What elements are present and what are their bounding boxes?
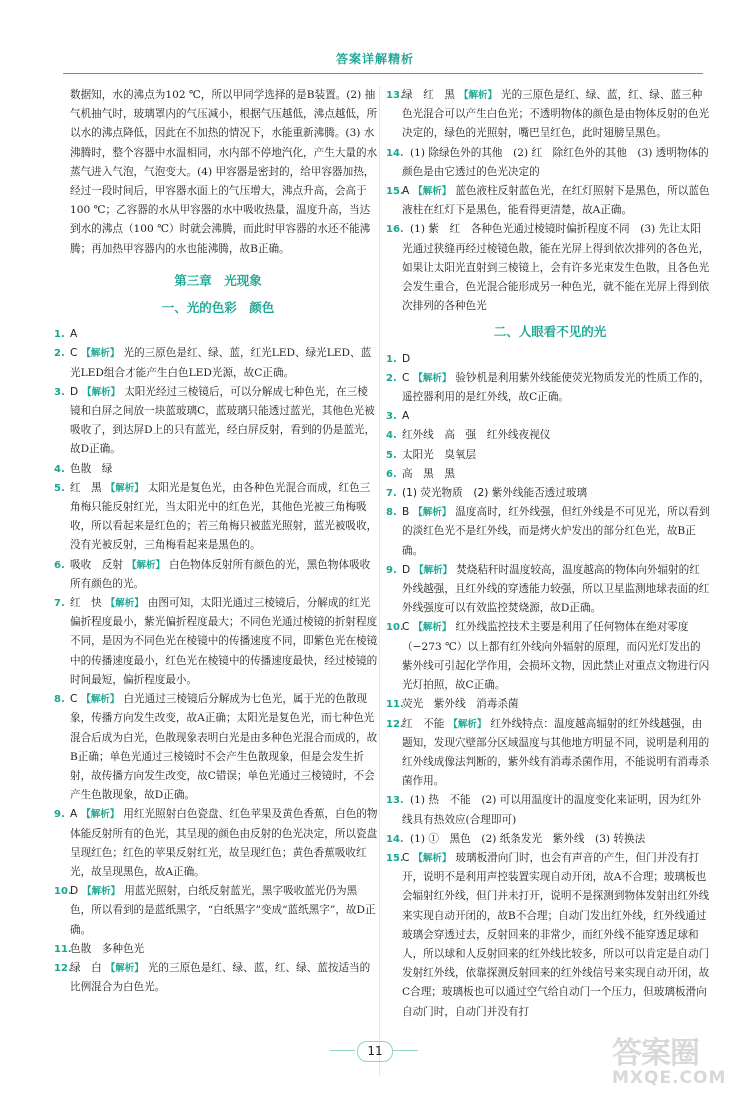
analysis-tag: 【解析】 [458,90,497,101]
answer-item [386,830,710,849]
page-header-title: 答案详解精析 [335,52,414,66]
analysis-tag: 【解析】 [126,559,165,571]
answer-item [54,383,378,460]
column-divider [379,86,380,1076]
answer-item [386,144,710,182]
answer-item [54,882,378,940]
item-number: 8. [386,507,397,519]
item-answer: D [402,563,411,576]
item-explanation: 验钞机是利用紫外线能使荧光物质发光的性质工作的，遥控器利用的是红外线，故C正确。 [402,371,710,404]
answer-item [386,465,710,484]
item-answer: D [70,385,79,398]
item-number: 12. [54,962,72,974]
analysis-tag: 【解析】 [105,482,144,494]
analysis-tag: 【解析】 [81,809,120,821]
item-explanation: 温度高时，红外线强，但红外线是不可见光，所以看到的淡红色光不是红外线，而是烤火炉发出的部分红色光，故B正确。 [402,506,710,557]
item-answer: D [402,352,411,365]
answer-item [386,484,710,503]
item-number: 13. [386,795,404,807]
continued-answer: 数据知，水的沸点为102 ℃，所以甲同学选择的是B装置。(2) 抽气机抽气时，玻璃罩内的气压减小，根据气压越低，沸点越低，所以水的沸点降低，因此在不加热的情况下，水能重新沸腾。(3) 水沸腾时，整个容器中水温相同，水内部不停地汽化，产生大量的水蒸气进入气泡，气泡变大。(4) 甲容器是密封的，给甲容器加热，经过一段时间后，甲容器水面上的气压增大，沸点升高，会高于100 ℃；乙容器的水从甲容器的水中吸收热量，温度升高，当达到水的沸点（100 ℃）时就会沸腾，而此时甲容器的水还不能沸腾；再加热甲容器内的水也能沸腾，故B正确。 [70,89,378,255]
item-number: 9. [54,809,65,821]
item-explanation: (1) ① 黑色 (2) 纸条发光 紫外线 (3) 转换法 [410,832,646,845]
item-explanation: 红外线特点：温度越高辐射的红外线越强，由题知，发现穴壁部分区域温度与其他地方明显不同，说明是利用的红外线成像法判断的，紫外线有消毒杀菌作用，不能说明有消毒杀菌作用。 [402,717,710,788]
item-explanation: 光的三原色是红、绿、蓝，红、绿、蓝三种色光混合可以产生白色光；不透明物体的颜色是由物体反射的色光决定的，绿色的光照射，嘴巴呈红色，此时翅膀呈黑色。 [402,89,710,140]
chapter-title: 第三章 光现象 [174,272,262,288]
item-explanation: 光的三原色是红、绿、蓝，红、绿、蓝按适当的比例混合为白色光。 [70,961,371,994]
item-explanation: 白光通过三棱镜后分解成为七色光，属于光的色散现象，传播方向发生改变，故A正确；太阳光是复色光，而七种色光混合后成为白光，色散现象表明白光是由多种色光混合而成的，故B正确；单色光通过三棱镜时不会产生色散现象，但是会发生折射，故传播方向发生改变，故C错误；单色光通过三棱镜时，不会产生色散现象，故D正确。 [70,693,378,802]
answer-item [54,805,378,882]
item-answer: A [70,808,78,821]
answer-item [54,556,378,594]
item-answer: 色散 多种色光 [70,942,145,955]
item-answer: C [70,693,78,706]
item-number: 9. [386,564,397,576]
item-answer: 红 快 [70,597,102,610]
item-number: 7. [386,488,397,500]
answer-item [386,715,710,792]
answer-item [386,791,710,829]
item-answer: 吸收 反射 [70,558,123,571]
answer-item [54,594,378,690]
watermark-logo [612,1038,742,1090]
answer-item [386,695,710,714]
item-answer: C [70,347,78,360]
item-number: 1. [54,329,65,341]
item-explanation: 太阳光经过三棱镜后，可以分解成七种色光，在三棱镜和白屏之间放一块蓝玻璃C，蓝玻璃只能透过蓝光，其他色光被吸收了，到达屏D上的只有蓝光，经白屏反射，看到的仍是蓝光，故D正确。 [70,385,376,456]
item-answer: A [402,185,410,198]
item-number: 1. [386,353,397,365]
item-number: 3. [386,411,397,423]
item-number: 12. [386,718,404,730]
item-number: 11. [386,699,404,711]
item-explanation: 焚烧秸秆时温度较高，温度越高的物体向外辐射的红外线越强，且红外线的穿透能力较强，所以卫星监测地球表面的红外线强度可以有效监控焚烧源，故D正确。 [402,563,710,615]
item-answer: B [402,506,410,519]
page-number: 11 [357,1041,393,1062]
item-number: 15. [386,852,404,864]
answer-item [386,407,710,426]
answer-item [386,849,710,1022]
item-number: 6. [54,559,65,571]
answer-item [54,344,378,382]
answer-item [386,618,710,695]
item-answer: 绿 红 黑 [402,89,455,101]
answer-item [386,369,710,407]
section-title-2: 二、人眼看不见的光 [493,324,607,340]
item-answer: 高 黑 黑 [402,467,455,480]
answer-item [386,426,710,445]
analysis-tag: 【解析】 [82,886,121,898]
analysis-tag: 【解析】 [413,186,452,198]
answer-item [54,479,378,556]
item-number: 2. [386,372,397,384]
analysis-tag: 【解析】 [413,852,452,864]
item-explanation: (1) 除绿色外的其他 (2) 红 除红色外的其他 (3) 透明物体的颜色是由它透过的色光决定的 [402,146,709,178]
item-answer: 色散 绿 [70,462,113,475]
analysis-tag: 【解析】 [81,348,120,360]
answer-item [54,940,378,959]
analysis-tag: 【解析】 [414,564,453,576]
item-explanation: (1) 紫 红 各种色光通过棱镜时偏折程度不同 (3) 先让太阳光通过狭缝再经过棱镜色散，能在光屏上得到依次排列的各色光，如果让太阳光直射到三棱镜上，会有许多光束发生色散，且各色光会发生重合，色光混合能形成另一种色光，就不能在光屏上得到依次排列的各种色光 [402,223,710,313]
item-number: 14. [386,833,404,845]
item-number: 7. [54,598,65,610]
section-title-1: 一、光的色彩 颜色 [161,300,275,316]
analysis-tag: 【解析】 [413,622,452,634]
item-answer: C [402,621,410,634]
item-answer: 红 黑 [70,481,102,494]
item-explanation: 用蓝光照射，白纸反射蓝光，黑字吸收蓝光仍为黑色，所以看到的是蓝纸黑字，“白纸黑字”变成“蓝纸黑字”，故D正确。 [70,885,376,936]
watermark-line-1: 答案圈 [612,1036,699,1071]
analysis-tag: 【解析】 [105,598,144,610]
answer-list-left [54,325,378,997]
item-explanation: 由图可知，太阳光通过三棱镜后，分解成的红光偏折程度最小，紫光偏折程度最大；不同色光通过棱镜的折射程度不同，是因为不同色光在棱镜中的传播速度不同，即紫色光在棱镜中的传播速度最小，红色光在棱镜中的传播速度最快，经过棱镜的时间最短，偏折程度最小。 [70,597,378,686]
item-answer: 荧光 紫外线 消毒杀菌 [402,698,519,711]
page-number-rule-right [393,1050,418,1051]
item-number: 4. [54,463,65,475]
item-number: 10. [54,886,72,898]
answer-list-right-b [386,350,710,1022]
item-explanation: 蓝色液柱反射蓝色光，在红灯照射下是黑色，所以蓝色液柱在红灯下是黑色，能看得更清楚，故A正确。 [402,185,710,217]
item-number: 14. [386,147,404,159]
item-number: 5. [386,449,397,461]
item-answer: 红外线 高 强 红外线夜视仪 [402,429,551,442]
item-answer: D [70,885,79,898]
item-answer: C [402,851,410,864]
item-number: 4. [386,430,397,442]
item-number: 16. [386,224,404,236]
analysis-tag: 【解析】 [413,372,452,384]
answer-item [54,959,378,997]
answer-item [386,561,710,619]
answer-item [54,460,378,479]
item-answer: A [70,328,78,341]
item-number: 13. [386,90,404,101]
answer-item [386,446,710,465]
answer-item [386,350,710,369]
item-number: 5. [54,482,65,494]
answer-item [386,182,710,220]
item-explanation: (1) 热 不能 (2) 可以用温度计的温度变化来证明，因为红外线具有热效应(合理即可) [402,794,701,826]
item-number: 3. [54,386,65,398]
item-number: 15. [386,186,404,198]
item-number: 8. [54,694,65,706]
item-explanation: 白色物体反射所有颜色的光，黑色物体吸收所有颜色的光。 [70,558,371,590]
right-column [386,86,710,1022]
item-explanation: 光的三原色是红、绿、蓝，红光LED、绿光LED、蓝光LED组合才能产生白色LED光源，故C正确。 [70,347,372,379]
answer-list-right-a [386,86,710,316]
item-explanation: 红外线监控技术主要是利用了任何物体在绝对零度（−273 ℃）以上都有红外线向外辐射的原理，而闪光灯发出的紫外线可引起化学作用，会损坏文物，因此禁止对重点文物进行闪光灯拍照，故C正确。 [402,621,710,692]
analysis-tag: 【解析】 [82,386,121,398]
item-answer: C [402,371,410,384]
item-answer: 太阳光 臭氧层 [402,448,477,461]
left-column [54,86,378,997]
analysis-tag: 【解析】 [413,507,452,519]
answer-item [386,503,710,561]
item-number: 11. [54,943,72,955]
item-number: 6. [386,468,397,480]
analysis-tag: 【解析】 [105,962,144,974]
page-number-rule-left [330,1050,355,1051]
item-answer: 绿 白 [70,961,102,974]
watermark-line-2: MXQE.COM [612,1068,727,1088]
header-rule [63,73,703,74]
item-number: 10. [386,622,404,634]
item-number: 2. [54,348,65,360]
answer-item [54,325,378,344]
answer-item [54,690,378,805]
item-explanation: 玻璃板滑向门时，也会有声音的产生，但门并没有打开，说明不是利用声控装置实现自动开闭，故A不合理；玻璃板也会辐射红外线，但门并未打开，说明不是探测到物体发射出红外线来实现自动开闭的，故B不合理；自动门发出红外线，红外线通过玻璃会穿透过去，反射回来的非常少，而红外线不能穿透足球和人，所以球和人反射回来的红外线比较多，所以可以肯定是自动门发射红外线，依靠探测反射回来的红外线信号来实现自动开闭，故C合理；玻璃板也可以通过空气给自动门一个压力，但玻璃板滑向自动门时，自动门并没有打 [402,851,710,1018]
answer-item [386,86,710,144]
item-answer: A [402,410,410,423]
item-explanation: 用红光照射白色瓷盘、红色苹果及黄色香蕉，白色的物体能反射所有的色光，其呈现的颜色由反射的色光决定，所以瓷盘呈现红色；红色的苹果反射红光，故呈现红色；黄色香蕉吸收红光，故呈现黑色，故A正确。 [70,808,378,878]
item-answer: (1) 荧光物质 (2) 紫外线能否透过玻璃 [402,487,588,500]
answer-item [386,220,710,316]
analysis-tag: 【解析】 [81,694,120,706]
analysis-tag: 【解析】 [448,718,487,730]
item-answer: 红 不能 [402,717,445,730]
item-explanation: 太阳光是复色光，由各种色光混合而成，红色三角梅只能反射红光，当太阳光中的红色光，其他色光被三角梅吸收，所以看起来是红色的；若三角梅只被蓝光照射，蓝光被吸收，没有光被反射，三角梅看起来是黑色的。 [70,481,378,552]
